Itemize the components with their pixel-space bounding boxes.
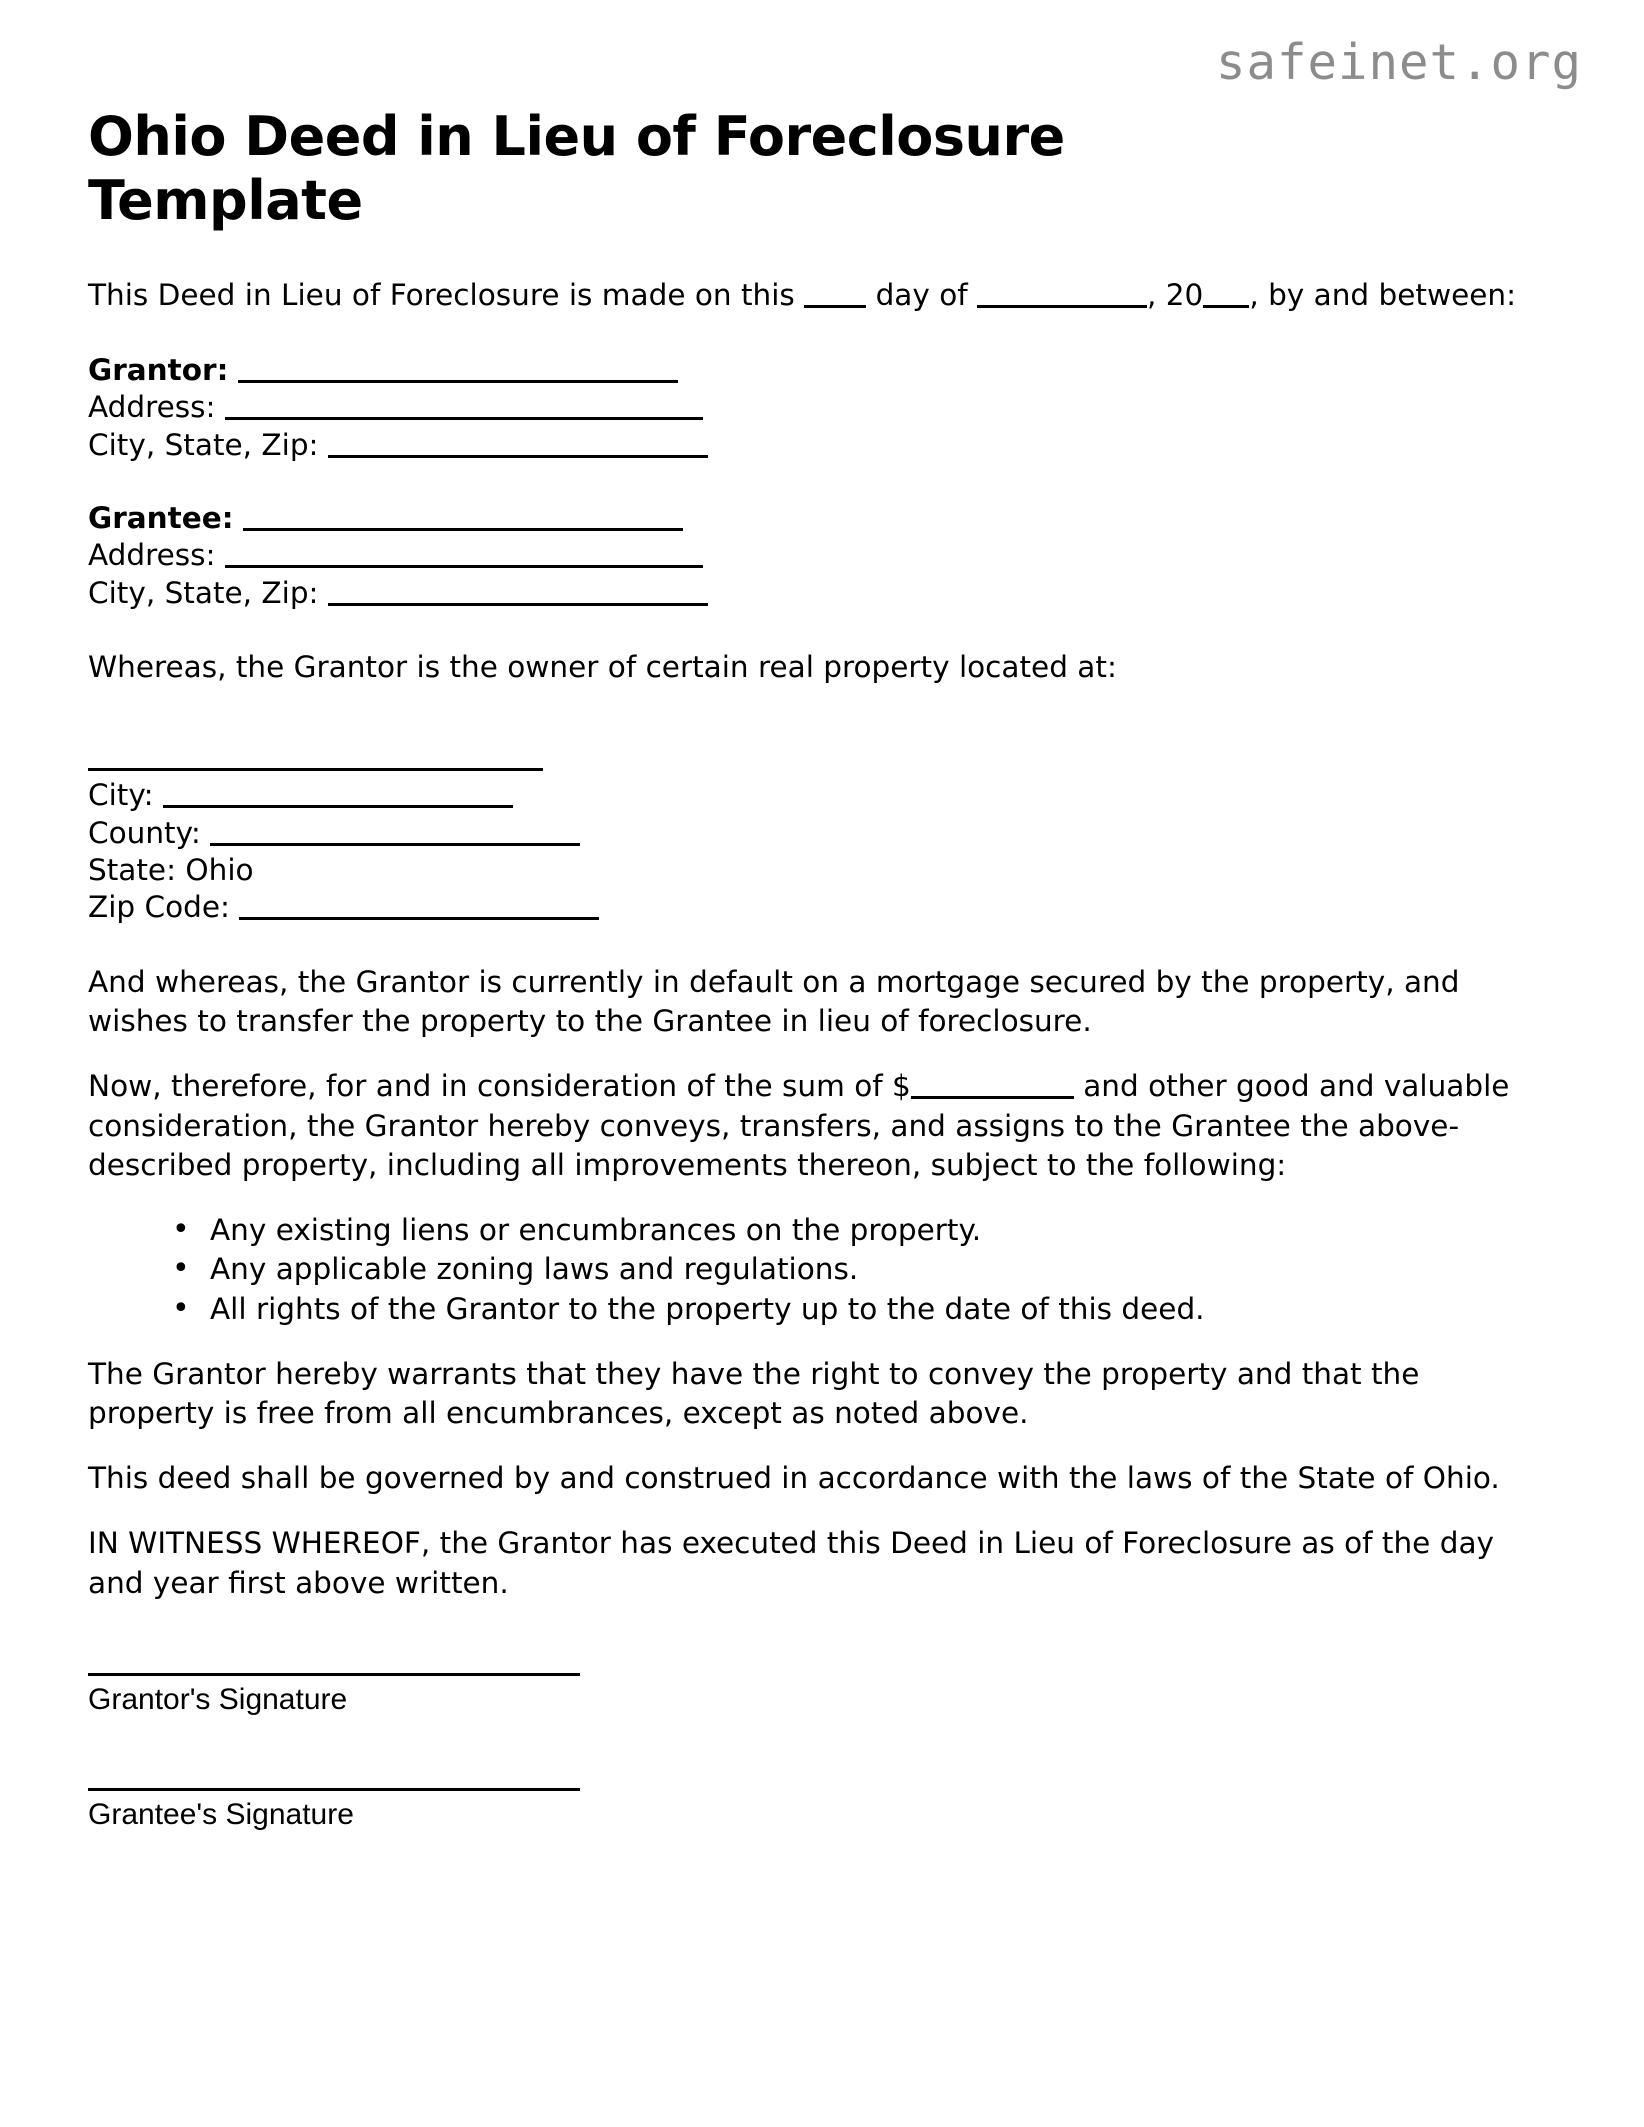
warranty-paragraph: The Grantor hereby warrants that they have the right to convey the property and that the property is free from all encumbrances, except as noted above. (88, 1356, 1420, 1430)
grantor-address-blank[interactable] (225, 417, 703, 420)
grantor-address-row (88, 389, 1540, 426)
intro-text-4: , by and between: (1249, 278, 1517, 313)
property-city-label: City: (88, 778, 154, 813)
property-county-blank[interactable] (210, 843, 580, 846)
list-item: • Any applicable zoning laws and regulations. (172, 1250, 1540, 1289)
grantee-signature-line[interactable] (88, 1788, 580, 1791)
year-blank[interactable] (1203, 305, 1249, 308)
grantor-block (88, 352, 1540, 464)
grantee-address-label: Address: (88, 538, 216, 573)
spacer (88, 232, 1540, 276)
grantor-signature-block (88, 1673, 1540, 1719)
list-item: • Any existing liens or encumbrances on the property. (172, 1211, 1540, 1250)
grantee-citystatezip-blank[interactable] (328, 603, 708, 606)
grantee-block (88, 500, 1540, 612)
consideration-text-after: and other good and valuable consideration, the Grantor hereby conveys, transfers, and assigns to the Grantee the above-described property, including all improvements thereon, subject to the following: (88, 1069, 1510, 1182)
intro-text-2: day of (866, 278, 978, 313)
grantee-signature-block (88, 1788, 1540, 1834)
spacer (88, 927, 1540, 963)
spacer (88, 1433, 1540, 1459)
grantor-label: Grantor: (88, 352, 229, 387)
grantor-address-label: Address: (88, 390, 216, 425)
grantor-signature-caption: Grantor's Signature (88, 1682, 348, 1716)
legal-description-blank[interactable] (88, 768, 543, 771)
spacer (88, 1603, 1540, 1673)
grantor-name-blank[interactable] (238, 380, 678, 383)
spacer (88, 1329, 1540, 1355)
intro-text-1: This Deed in Lieu of Foreclosure is made on this (88, 278, 805, 313)
grantee-citystatezip-label: City, State, Zip: (88, 575, 319, 610)
grantee-address-blank[interactable] (225, 565, 703, 568)
grantee-name-row (88, 500, 1540, 537)
property-zip-label: Zip Code: (88, 890, 230, 925)
intro-text-3: , 20 (1147, 278, 1204, 313)
grantee-name-blank[interactable] (243, 528, 683, 531)
intro-paragraph (88, 276, 1540, 315)
governing-law-paragraph: This deed shall be governed by and construed in accordance with the laws of the State of Ohio. (88, 1461, 1500, 1496)
grantor-name-row (88, 352, 1540, 389)
whereas-owner-paragraph: Whereas, the Grantor is the owner of certain real property located at: (88, 650, 1117, 685)
month-blank[interactable] (977, 305, 1147, 308)
grantor-citystatezip-label: City, State, Zip: (88, 427, 319, 462)
grantee-label: Grantee: (88, 501, 234, 536)
spacer (88, 612, 1540, 648)
day-blank[interactable] (804, 305, 866, 308)
list-item: • All rights of the Grantor to the property up to the date of this deed. (172, 1290, 1540, 1329)
property-county-label: County: (88, 815, 201, 850)
grantee-citystatezip-row (88, 575, 1540, 612)
property-description-block (88, 740, 1540, 927)
grantor-citystatezip-blank[interactable] (328, 455, 708, 458)
spacer (88, 1718, 1540, 1788)
spacer (88, 464, 1540, 500)
subject-to-list (88, 1211, 1540, 1329)
spacer (88, 1041, 1540, 1067)
property-city-blank[interactable] (163, 805, 513, 808)
document-body (88, 105, 1540, 1834)
consideration-paragraph (88, 1067, 1540, 1185)
consideration-amount-blank[interactable] (911, 1096, 1074, 1099)
spacer (88, 1498, 1540, 1524)
property-city-row (88, 777, 1540, 814)
grantor-citystatezip-row (88, 427, 1540, 464)
property-zip-blank[interactable] (239, 917, 599, 920)
page-title: Ohio Deed in Lieu of Foreclosure Template (88, 105, 1065, 232)
spacer (88, 1185, 1540, 1211)
spacer (88, 688, 1540, 740)
consideration-text-before: Now, therefore, for and in consideration of the sum of $ (88, 1069, 911, 1104)
grantee-address-row (88, 537, 1540, 574)
witness-paragraph: IN WITNESS WHEREOF, the Grantor has executed this Deed in Lieu of Foreclosure as of the day and year first above written. (88, 1526, 1494, 1600)
property-zip-row (88, 889, 1540, 926)
property-county-row (88, 815, 1540, 852)
property-state-row: State: Ohio (88, 852, 254, 887)
site-watermark: safeinet.org (1215, 34, 1582, 91)
default-paragraph: And whereas, the Grantor is currently in default on a mortgage secured by the property, and wishes to transfer the property to the Grantee in lieu of foreclosure. (88, 964, 1460, 1039)
grantee-signature-caption: Grantee's Signature (88, 1798, 354, 1832)
legal-description-row (88, 740, 1540, 777)
grantor-signature-line[interactable] (88, 1673, 580, 1676)
spacer (88, 316, 1540, 352)
